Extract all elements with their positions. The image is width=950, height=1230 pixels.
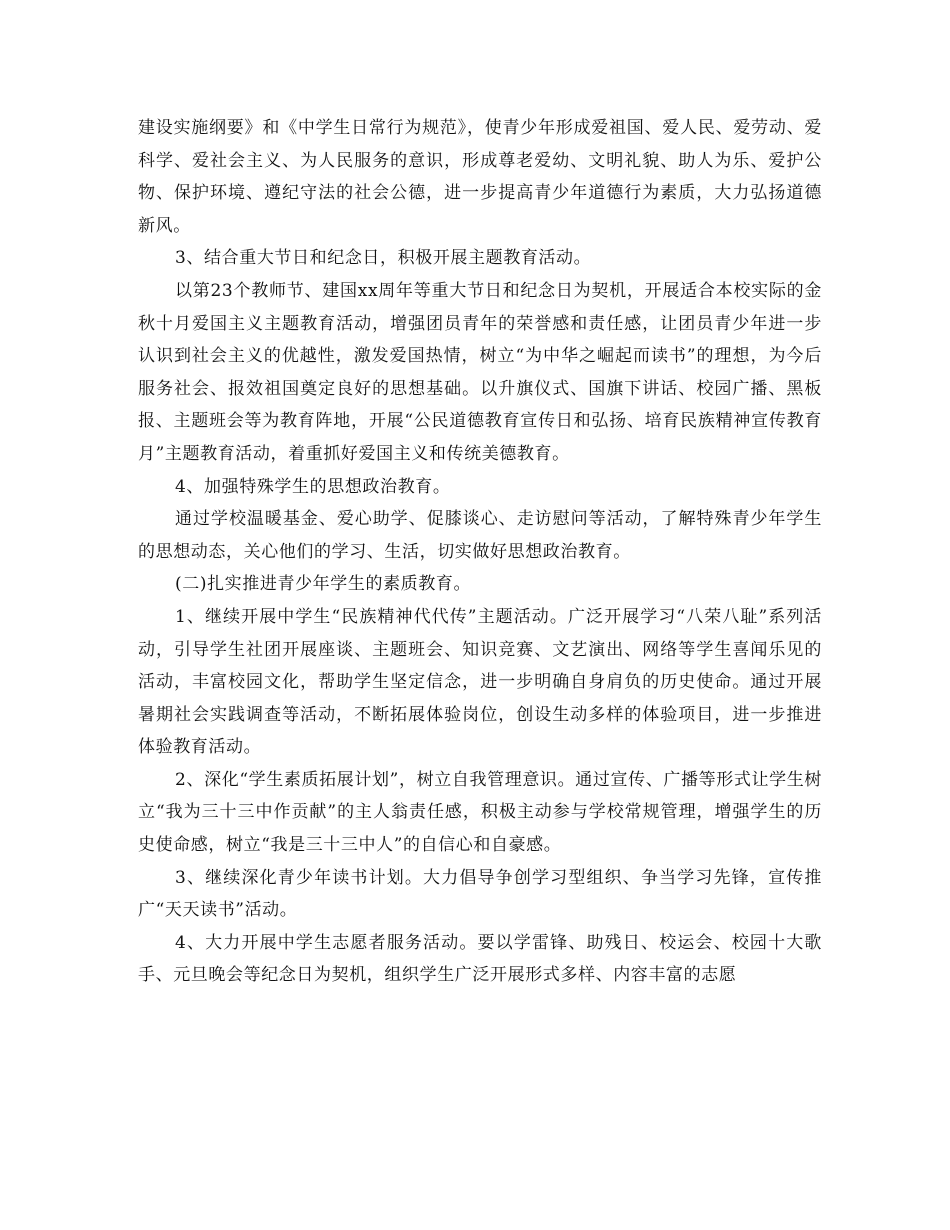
document-page [138,112,822,992]
paragraph-item-3: 3、继续深化青少年读书计划。大力倡导争创学习型组织、争当学习先锋，宣传推广“天天读书”活动。 [138,867,822,921]
heading-item-3: 3、结合重大节日和纪念日，积极开展主题教育活动。 [175,248,592,269]
section-heading-2: (二)扎实推进青少年学生的素质教育。 [175,574,472,595]
paragraph-item-4: 4、大力开展中学生志愿者服务活动。要以学雷锋、助残日、校运会、校园十大歌手、元旦晚会等纪念日为契机，组织学生广泛开展形式多样、内容丰富的志愿 [138,932,822,986]
paragraph-intro: 建设实施纲要》和《中学生日常行为规范》，使青少年形成爱祖国、爱人民、爱劳动、爱科学、爱社会主义、为人民服务的意识，形成尊老爱幼、文明礼貌、助人为乐、爱护公物、保护环境、遵纪守法的社会公德，进一步提高青少年道德行为素质，大力弘扬道德新风。 [138,118,822,236]
paragraph-patriotic-education: 以第23个教师节、建国xx周年等重大节日和纪念日为契机，开展适合本校实际的金秋十月爱国主义主题教育活动，增强团员青年的荣誉感和责任感，让团员青少年进一步认识到社会主义的优越性，激发爱国热情，树立“为中华之崛起而读书”的理想，为今后服务社会、报效祖国奠定良好的思想基础。以升旗仪式、国旗下讲话、校园广播、黑板报、主题班会等为教育阵地，开展“公民道德教育宣传日和弘扬、培育民族精神宣传教育月”主题教育活动，着重抓好爱国主义和传统美德教育。 [138,280,822,464]
heading-item-4: 4、加强特殊学生的思想政治教育。 [175,476,451,497]
paragraph-special-students: 通过学校温暖基金、爱心助学、促膝谈心、走访慰问等活动，了解特殊青少年学生的思想动态，关心他们的学习、生活，切实做好思想政治教育。 [138,509,822,562]
paragraph-item-2: 2、深化“学生素质拓展计划”，树立自我管理意识。通过宣传、广播等形式让学生树立“我为三十三中作贡献”的主人翁责任感，积极主动参与学校常规管理，增强学生的历史使命感，树立“我是三十三中人”的自信心和自豪感。 [138,769,822,856]
paragraph-item-1: 1、继续开展中学生“民族精神代代传”主题活动。广泛开展学习“八荣八耻”系列活动，引导学生社团开展座谈、主题班会、知识竞赛、文艺演出、网络等学生喜闻乐见的活动，丰富校园文化，帮助学生坚定信念，进一步明确自身肩负的历史使命。通过开展暑期社会实践调查等活动，不断拓展体验岗位，创设生动多样的体验项目，进一步推进体验教育活动。 [138,606,822,758]
